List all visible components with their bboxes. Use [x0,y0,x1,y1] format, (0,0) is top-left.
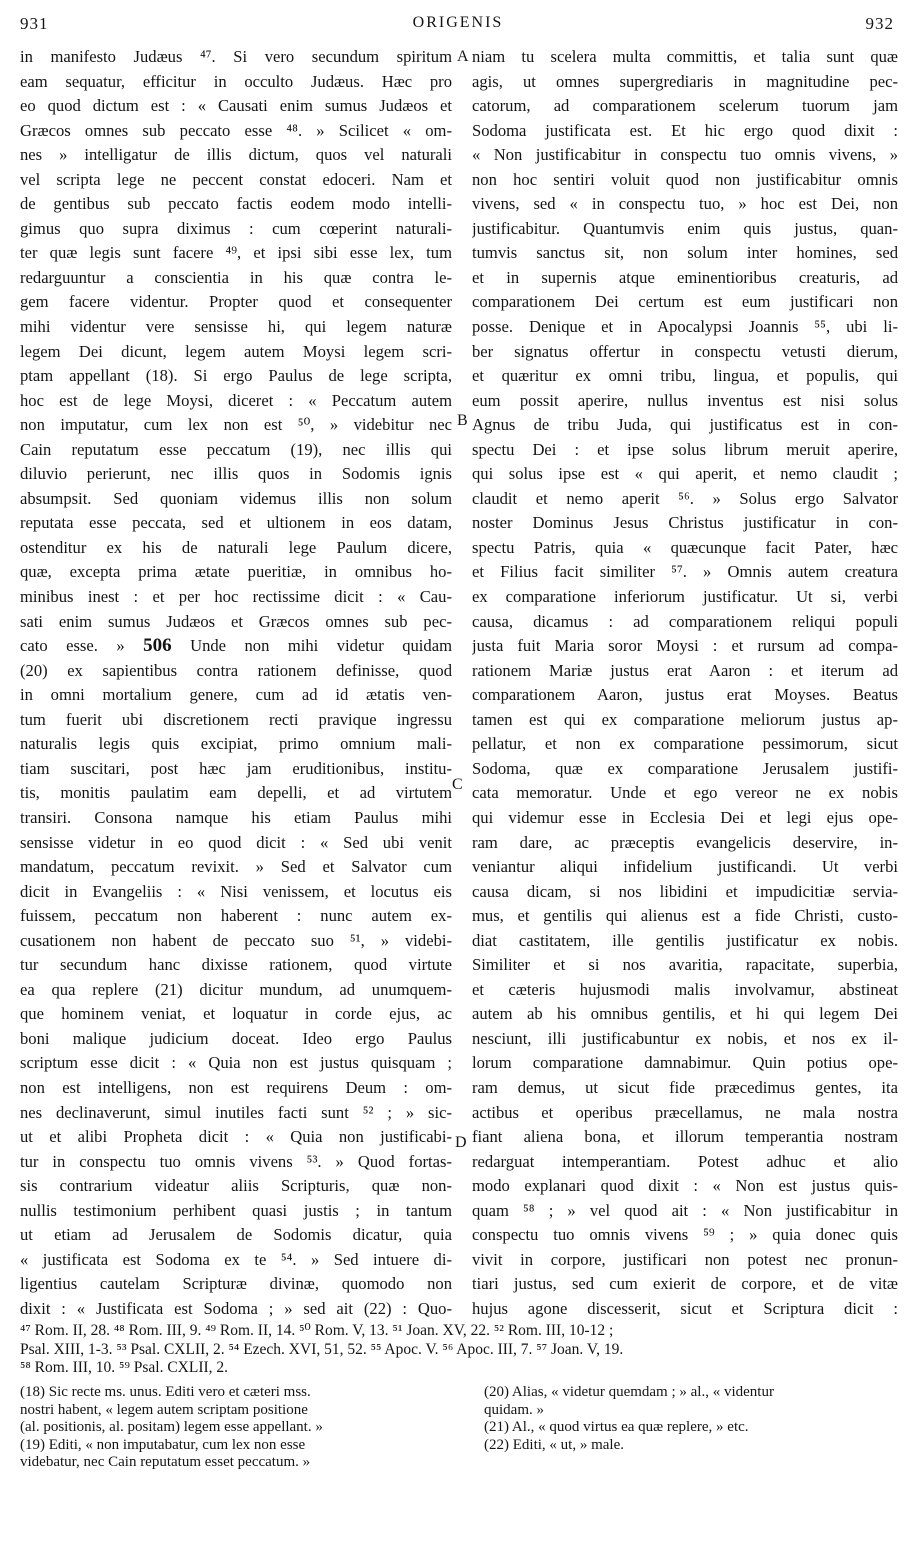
text-line: redarguuntur a conscientia in his quæ contra le- [20,267,452,287]
reference-line: Psal. XIII, 1-3. ⁵³ Psal. CXLII, 2. ⁵⁴ Ezech. XVI, 51, 52. ⁵⁵ Apoc. V. ⁵⁶ Apoc. III, 7. ⁵⁷ Joan. V, 19. [20,1340,624,1358]
text-line: veniantur aliqui infidelium justificandi. Ut verbi [472,857,898,877]
text-line: in omni mortalium genere, cum ad id ætatis ven- [20,685,452,705]
text-line: cata memoratur. Unde et ego vereor ne ex nobis [472,783,898,803]
text-line: nesciunt, illi justificabuntur ex nobis, et nos ex il- [472,1028,898,1048]
text-line: ram dare, ac præceptis evangelicis deservire, in- [472,832,898,852]
text-line: vivens, sed « in conspectu tuo, » hoc est Dei, non [472,194,898,214]
note-line: (21) Al., « quod virtus ea quæ replere, » etc. [484,1419,749,1435]
text-line: « justificata est Sodoma ex te ⁵⁴. » Sed intuere di- [20,1249,452,1269]
text-line: minibus inest : et per hoc rectissime dicit : « Cau- [20,587,452,607]
original-page-number: 506 [143,635,172,657]
text-line: cusationem non habent de peccato suo ⁵¹, » videbi- [20,930,452,950]
text-line: fiant aliena bona, et illorum temperantia nostram [472,1127,898,1147]
text-line: ptam appellant (18). Si ergo Paulus de lege scripta, [20,366,452,386]
text-line: redarguat intemperantiam. Potest adhuc et alio [472,1151,898,1171]
text-line: conspectu tuo omnis vivens ⁵⁹ ; » quia donec quis [472,1225,898,1245]
text-line: hoc est de lege Moysi, diceret : « Peccatum autem [20,390,452,410]
text-line: ram demus, ut sicut fide præcedimus gentes, ita [472,1077,898,1097]
margin-marker-c: C [452,776,463,793]
text-line: mus, et gentilis qui alienus est a fide Christi, custo- [472,906,898,926]
margin-marker-b: B [457,412,468,429]
text-line: et quæritur ex omni tribu, lingua, et populis, qui [472,366,898,386]
text-line: actibus et operibus præcellamus, ne mala nostra [472,1102,898,1122]
text-line: catorum, ad comparationem scelerum tuorum jam [472,96,898,116]
text-line: tiari justus, sed cum exierit de corpore, et de vitæ [472,1274,898,1294]
text-line: nes declinaverunt, simul inutiles facti sunt ⁵² ; » sic- [20,1102,452,1122]
text-line: et cæteris hujusmodi malis involvamur, abstineat [472,979,898,999]
text-line: Similiter et si nos avaritia, rapacitate, superbia, [472,955,898,975]
text-line: « Non justificabitur in conspectu tuo omnis vivens, » [472,145,898,165]
margin-marker-d: D [455,1134,467,1151]
text-line: comparationem Aaron, justus erat Moyses. Beatus [472,685,898,705]
text-line: dixit : « Justificata est Sodoma ; » sed ait (22) : Quo- [20,1298,452,1318]
text-line: ostenditur ex his de naturali lege Paulum dicere, [20,537,452,557]
text-line: autem ab his omnibus gentilis, et hi qui legem Dei [472,1004,898,1024]
text-line: justificabitur. Quantumvis enim quis justus, quan- [472,218,898,238]
left-page-number: 931 [20,14,49,33]
text-line: vel scripta lege ne peccent constat edoceri. Nam et [20,169,452,189]
note-line: (19) Editi, « non imputabatur, cum lex non esse [20,1436,306,1453]
left-text-column [20,45,452,1321]
text-line: comparationem Dei certum est eum justificari non [472,292,898,312]
text-line: posse. Denique et in Apocalypsi Joannis ⁵⁵, ubi li- [472,317,898,337]
text-line: dicit in Evangeliis : « Nisi venissem, et locutus eis [20,881,452,901]
text-line: vivit in corpore, justificari non potest nec pronun- [472,1249,898,1269]
scripture-references [20,1322,900,1378]
note-line: nostri habent, « legem autem scriptam positione [20,1401,308,1418]
text-line: et Filius facit similiter ⁵⁷. » Omnis autem creatura [472,562,898,582]
text-line: justa fuit Maria soror Moysi : et rursum ad compa- [472,636,898,656]
text-line: ter quæ legis sunt facere ⁴⁹, et ipsi sibi esse lex, tum [20,243,452,263]
text-line: ligentius cautelam Scripturæ divinæ, quomodo non [20,1274,452,1294]
right-text-column [472,45,898,1321]
text-line: boni malique judicium doceat. Ideo ergo Paulus [20,1028,452,1048]
text-line: cato esse. » 506 Unde non mihi videtur quidam [20,635,452,657]
text-line: ber signatus offertur in conspectu vetusti dierum, [472,341,898,361]
right-page-number: 932 [865,14,894,33]
text-line: niam tu scelera multa committis, et talia sunt quæ [472,47,898,66]
text-line: pellatur, et non ex comparatione pessimorum, sicut [472,734,898,754]
text-line: reputata esse peccata, sed et ultionem in eos datam, [20,513,452,533]
text-line: et in supernis atque eminentioribus creaturis, ad [472,267,898,287]
text-line: legem Dei dicunt, legem autem Moysi legem scri- [20,341,452,361]
text-line: Agnus de tribu Juda, qui justificatus est in con- [472,415,898,435]
reference-line: ⁴⁷ Rom. II, 28. ⁴⁸ Rom. III, 9. ⁴⁹ Rom. II, 14. ⁵⁰ Rom. V, 13. ⁵¹ Joan. XV, 22. ⁵² Rom. III, 10-12 ; [20,1322,614,1339]
text-line: causa dicam, si nos libidini et impudicitiæ servia- [472,881,898,901]
text-line: mandatum, peccatum revixit. » Sed et Salvator cum [20,857,452,877]
text-line: gimus quo supra diximus : cum cœperint naturali- [20,218,452,238]
text-line: Sodoma justificata est. Et hic ergo quod dixit : [472,120,898,140]
text-line: tumvis sanctus sit, non solum inter homines, sed [472,243,898,263]
note-line: (20) Alias, « videtur quemdam ; » al., « videntur [484,1384,774,1400]
text-line: transiri. Consona namque his etiam Paulus mihi [20,807,452,827]
text-line: Sodoma, quæ ex comparatione Jerusalem justifi- [472,758,898,778]
text-line: sensisse videtur in eo quod dicit : « Sed ubi venit [20,832,452,852]
margin-marker-a: A [457,48,469,65]
running-title: ORIGENIS [412,14,504,31]
text-line: gem facere videntur. Propter quod et consequenter [20,292,452,312]
text-line: Cain reputatum esse peccatum (19), nec illis qui [20,439,452,459]
text-line: naturalis legis quis excipiat, primo omnium mali- [20,734,452,754]
text-line: noster Dominus Jesus Christus justificatur in con- [472,513,898,533]
text-line: tis, monitis paulatim eam depelli, et ad virtutem [20,783,452,803]
text-line: tur secundum hanc dixisse rationem, quod virtute [20,955,452,975]
text-line: eo quod dictum est : « Causati enim sumus Judæos et [20,96,452,116]
text-line: spectu Dei : et ipse solus librum meruit aperire, [472,439,898,459]
text-line: ut etiam ad Jerusalem de Sodomis dicatur, quia [20,1225,452,1245]
text-line: non hoc sentiri voluit quod non justificabitur omnis [472,169,898,189]
editorial-notes-right [484,1384,904,1454]
text-line: eam sequatur, efficitur in occulto Judæus. Hæc pro [20,71,452,91]
text-line: rationem Mariæ justus erat Aaron : et iterum ad [472,660,898,680]
text-line: diat castitatem, ille gentilis justificatur ex nobis. [472,930,898,950]
note-line: (22) Editi, « ut, » male. [484,1436,624,1453]
text-line: tur in conspectu tuo omnis vivens ⁵³. » Quod fortas- [20,1151,452,1171]
reference-line: ⁵⁸ Rom. III, 10. ⁵⁹ Psal. CXLII, 2. [20,1359,229,1376]
note-line: quidam. » [484,1401,544,1418]
page-header [0,14,916,38]
text-line: de gentibus sub peccato factis eodem modo intelli- [20,194,452,214]
text-line: (20) ex sapientibus contra rationem definisse, quod [20,660,452,680]
text-line: lorum comparatione damnabimur. Quin potius ope- [472,1053,898,1073]
text-line: non est intelligens, non est requirens Deum : om- [20,1077,452,1097]
text-line: nes » intelligatur de illis dictum, quos vel naturali [20,145,452,165]
text-line: sis contrarium videatur aliis Scripturis, quæ non- [20,1176,452,1196]
text-line: qui videmur esse in Ecclesia Dei et legi ejus ope- [472,807,898,827]
text-line: ut et alibi Propheta dicit : « Quia non justificabi- [20,1127,452,1147]
text-line: que hominem veniat, et loquatur in corde ejus, ac [20,1004,452,1024]
note-line: (al. positionis, al. positam) legem esse appellant. » [20,1419,323,1435]
text-line: fuissem, peccatum non haberent : nunc autem ex- [20,906,452,926]
text-line: tiam suscitari, post hæc jam eruditionibus, institu- [20,758,452,778]
text-line: nullis testimonium perhibent quasi justis ; in tantum [20,1200,452,1220]
text-line: Græcos omnes sub peccato esse ⁴⁸. » Scilicet « om- [20,120,452,140]
text-line: quæ, excepta prima ætate pueritiæ, in omnibus ho- [20,562,452,582]
text-line: scriptum esse dicit : « Quia non est justus quisquam ; [20,1053,452,1073]
text-line: modo explanari quod dixit : « Non est justus quis- [472,1176,898,1196]
text-line: agis, ut omnes supergrediaris in magnitudine pec- [472,71,898,91]
text-line: causa, dicamus : ad comparationem reliqui populi [472,611,898,631]
note-line: videbatur, nec Cain reputatum esset peccatum. » [20,1454,311,1470]
text-line: tum fuerit ubi discretionem recti pravique ingressu [20,709,452,729]
text-line: diluvio perierunt, nec illis quos in Sodomis ignis [20,464,452,484]
text-line: in manifesto Judæus ⁴⁷. Si vero secundum spiritum [20,47,452,66]
text-line: ex comparatione inferiorum justificatur. Ut si, verbi [472,587,898,607]
text-line: quam ⁵⁸ ; » vel quod ait : « Non justificabitur in [472,1200,898,1220]
text-line: qui solus ipse est « qui aperit, et nemo claudit ; [472,464,898,484]
text-line: non imputatur, cum lex non est ⁵⁰, » videbitur nec [20,415,452,435]
note-line: (18) Sic recte ms. unus. Editi vero et cæteri mss. [20,1384,311,1400]
text-line: tamen est qui ex comparatione meliorum justus ap- [472,709,898,729]
text-line: hujus agone discesserit, sicut et Scriptura dicit : [472,1298,898,1318]
text-line: mihi videntur vere sensisse hi, qui legem naturæ [20,317,452,337]
text-line: ea qua replere (21) dicitur mundum, ad unumquem- [20,979,452,999]
editorial-notes-left [20,1384,460,1472]
text-line: spectu Patris, quia « quæcunque facit Pater, hæc [472,537,898,557]
text-line: absumpsit. Sed quoniam videmus illis non solum [20,488,452,508]
text-line: claudit et nemo aperit ⁵⁶. » Solus ergo Salvator [472,488,898,508]
text-line: eum possit aperire, nullus inventus est nisi solus [472,390,898,410]
text-line: sati enim sumus Judæos et Græcos omnes sub pec- [20,611,452,631]
